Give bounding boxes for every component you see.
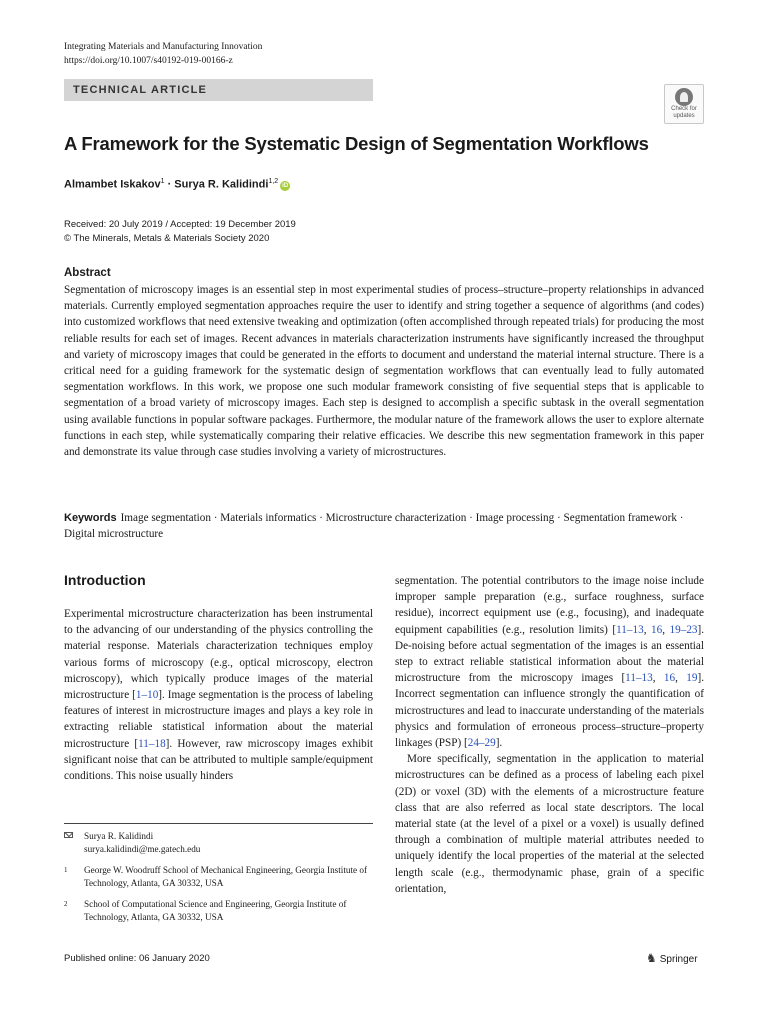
author-separator: · (164, 178, 175, 191)
crossmark-label-2: updates (673, 113, 695, 119)
text-run: ]. (495, 737, 503, 750)
check-for-updates-badge[interactable] (664, 84, 704, 124)
journal-header (64, 40, 262, 68)
published-online-date: Published online: 06 January 2020 (64, 953, 210, 964)
citation-link[interactable]: 19 (686, 672, 698, 685)
introduction-heading: Introduction (64, 572, 146, 588)
publisher-logo (646, 951, 698, 965)
article-type-banner: TECHNICAL ARTICLE (64, 79, 373, 101)
text-run: ]. However, raw microscopy images exhibit significant noise that can be attributed to multiple sample/equipment conditions. This noise usually hinders (64, 737, 373, 783)
footnote-divider (64, 823, 373, 824)
received-accepted-dates: Received: 20 July 2019 / Accepted: 19 December 2019 (64, 219, 296, 230)
springer-horse-icon: ♞ (646, 951, 657, 965)
citation-link[interactable]: 1–10 (135, 689, 159, 702)
text-run: , (643, 623, 652, 636)
citation-link[interactable]: 11–13 (616, 623, 644, 636)
affiliation-text: School of Computational Science and Engineering, Georgia Institute of Technology, Atlanta, GA 30332, USA (84, 899, 347, 922)
copyright-line: © The Minerals, Metals & Materials Society 2020 (64, 233, 270, 244)
journal-name: Integrating Materials and Manufacturing Innovation (64, 42, 263, 52)
affiliation-note (64, 864, 373, 890)
text-run: segmentation. The potential contributors to the image noise include improper sample preparation (e.g., surface roughness, surface residue), incorrect equipment use (e.g., focusing), and inadequate equipment capabilities (e.g., resolution limits) [ (395, 575, 704, 636)
author-name[interactable]: Surya R. Kalidindi (174, 178, 269, 191)
footnotes (64, 830, 373, 932)
text-run: ]. De-noising before actual segmentation of the images is an essential step to extract reliable statistical information about the material microstructure from the microscopy images [ (395, 623, 705, 685)
publisher-name: Springer (659, 954, 698, 965)
paragraph: More specifically, segmentation in the application to material microstructures can be defined as a process of labeling each pixel (2D) or voxel (3D) with the elements of a microstructure feature class that are also referred as local state descriptors. The local material state (at the level of a pixel or a voxel) is usually defined through a combination of multiple material attributes needed to uniquely identify the local properties of the material at the selected length scale (e.g., thermodynamic phase, grain of a specific orientation, (395, 753, 704, 895)
citation-link[interactable]: 19–23 (669, 623, 698, 636)
author-list (64, 178, 290, 191)
citation-link[interactable]: 24–29 (467, 737, 496, 750)
citation-link[interactable]: 11–13 (625, 672, 653, 685)
affiliation-text: George W. Woodruff School of Mechanical Engineering, Georgia Institute of Technology, Atlanta, GA 30332, USA (84, 865, 368, 888)
text-run: , (652, 672, 664, 685)
text-run: Experimental microstructure characterization has been instrumental to the advancing of our understanding of the physics controlling the material response. Materials characterization techniques employ various forms of microscopy (e.g., optical microscopy, electron microscopy), which typically produce images of the material microstructure [ (64, 608, 373, 702)
affiliation-note (64, 898, 373, 924)
paragraph (395, 573, 704, 751)
corresponding-author-note (64, 830, 373, 856)
right-column (395, 573, 704, 897)
citation-link[interactable]: 11–18 (138, 737, 166, 750)
crossmark-icon (675, 88, 693, 106)
abstract-heading: Abstract (64, 267, 111, 279)
contact-name: Surya R. Kalidindi (84, 831, 154, 841)
affiliation-marker: 1 (160, 178, 165, 185)
doi-link[interactable]: https://doi.org/10.1007/s40192-019-00166-z (64, 56, 233, 66)
keywords-section (64, 510, 704, 542)
keywords-list: Image segmentation · Materials informatics · Microstructure characterization · Image processing · Segmentation framework · Digital microstructure (64, 512, 684, 540)
text-run: ]. Image segmentation is the process of labeling features of interest in microstructure images and plays a key role in extracting reliable statistical information about the material microstructure [ (64, 689, 373, 750)
text-run: , (675, 672, 687, 685)
affiliation-number: 1 (64, 866, 68, 874)
paper-title: A Framework for the Systematic Design of Segmentation Workflows (64, 133, 649, 154)
text-run: ]. Incorrect segmentation can influence strongly the quantification of microstructures and lead to inaccurate understanding of the materials physics and formulation of erroneous process–structure–property linkages (PSP) [ (395, 672, 705, 750)
author-name[interactable]: Almambet Iskakov (64, 178, 161, 191)
citation-link[interactable]: 16 (663, 672, 676, 685)
crossmark-label-1: Check for (671, 106, 697, 112)
text-run: , (662, 623, 670, 636)
abstract-body: Segmentation of microscopy images is an essential step in most experimental studies of process–structure–property relationships in advanced materials. Currently employed segmentation approaches require the user to identify and string together a sequence of algorithms (and codes) into customized workflows that need extensive tweaking and optimization (often accomplished through repeated trials) for producing the most reliable results for each set of images. Recent advances in materials characterization instruments have significantly increased the throughput and variety of microscopy images that could be generated in the efforts to document and understand the material internal structure. There is a critical need for a guiding framework for the systematic design of segmentation workflows that can eventually lead to fully automated segmentation workflows. In this work, we propose one such modular framework consisting of five sequential steps that is applicable to segmentation of a broad variety of microscopy images. Each step is designed to accomplish a specific subtask in the overall segmentation using available functions in popular software packages. Furthermore, the modular nature of the framework allows the user to explore alternate functions in each step, while systematically comparing their relative efficacies. We describe this new segmentation framework in this paper and demonstrate its value through case studies involving a variety of microstructures. (64, 284, 704, 459)
contact-email[interactable]: surya.kalidindi@me.gatech.edu (84, 844, 201, 854)
keywords-heading: Keywords (64, 512, 117, 524)
affiliation-number: 2 (64, 900, 68, 908)
citation-link[interactable]: 16 (651, 623, 663, 636)
orcid-icon[interactable]: iD (282, 182, 289, 189)
envelope-icon (64, 832, 73, 838)
paragraph (64, 606, 373, 784)
left-column (64, 606, 373, 784)
publication-dates (64, 218, 296, 246)
affiliation-marker: 1,2 (268, 178, 279, 185)
